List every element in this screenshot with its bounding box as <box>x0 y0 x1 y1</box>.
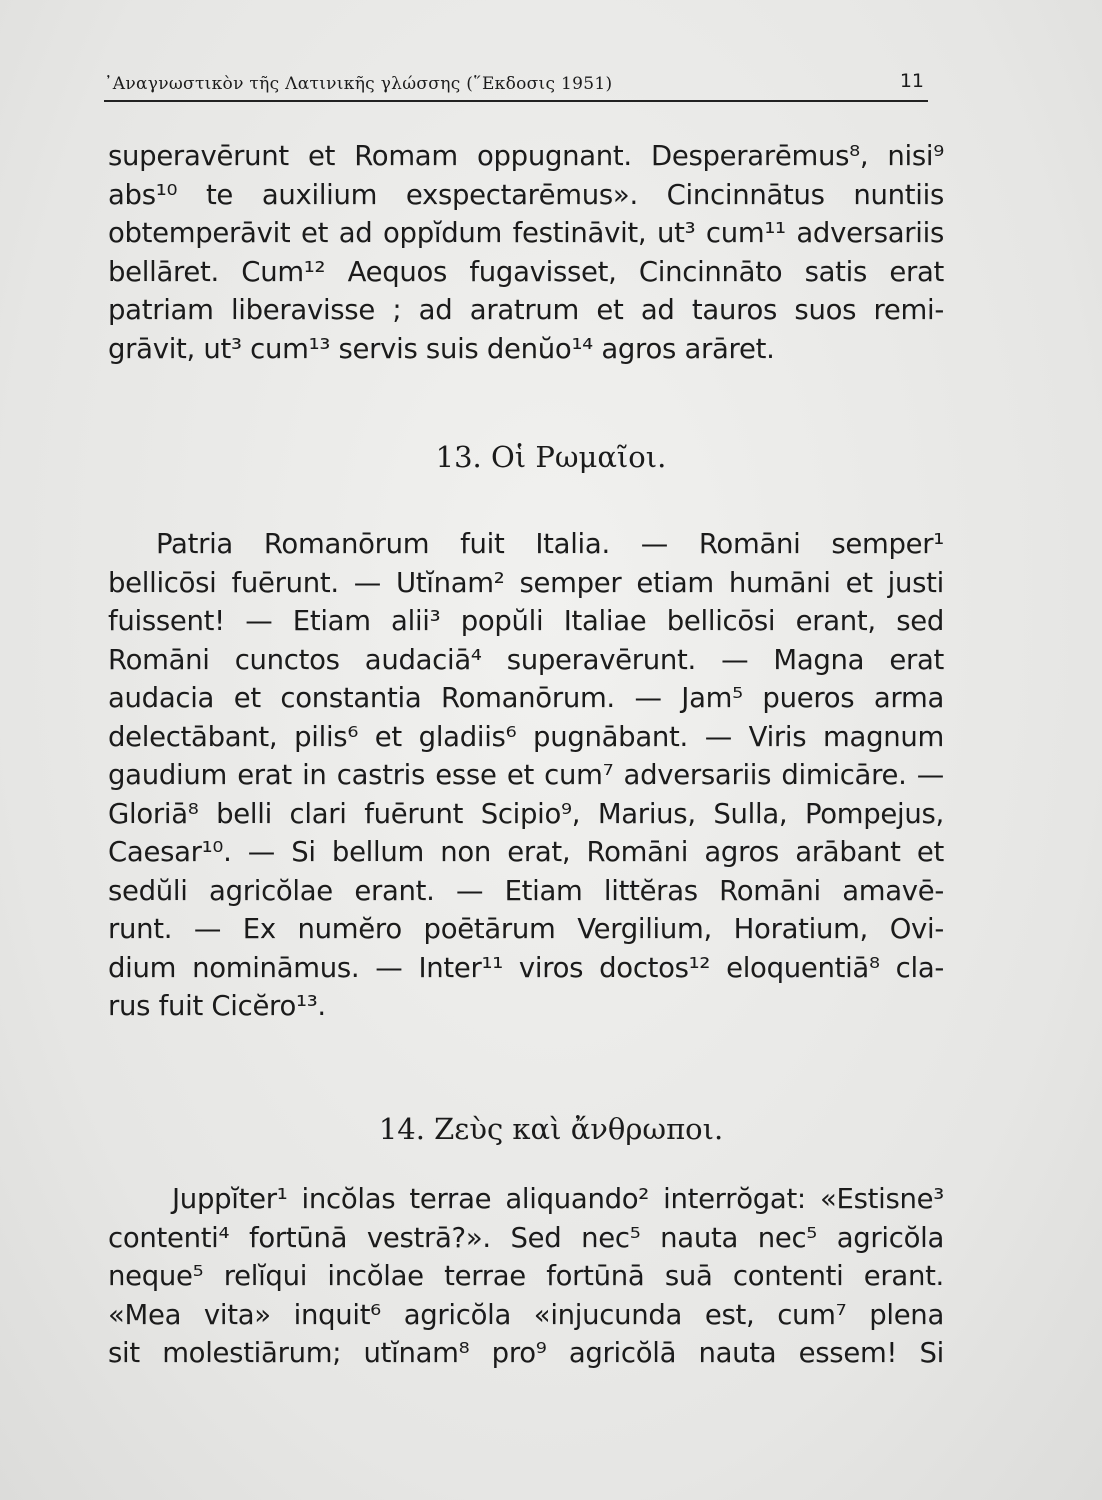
text-line: Patria Romanōrum fuit Italia. — Romāni semper¹ <box>156 528 944 560</box>
text-line: dium nomināmus. — Inter¹¹ viros doctos¹² eloquentiā⁸ cla- <box>108 951 944 984</box>
text-line: grāvit, ut³ cum¹³ servis suis denŭo¹⁴ agros arāret. <box>108 332 775 365</box>
text-line: bellāret. Cum¹² Aequos fugavisset, Cincinnāto satis erat <box>108 255 944 288</box>
text-line: delectābant, pilis⁶ et gladiis⁶ pugnābant. — Viris magnum <box>108 720 944 753</box>
section-13-text <box>108 525 944 1026</box>
text-line: obtemperāvit et ad oppĭdum festināvit, ut³ cum¹¹ adversariis <box>108 217 944 249</box>
text-line: superavērunt et Romam oppugnant. Desperarēmus⁸, nisi⁹ <box>108 140 944 172</box>
text-line: audacia et constantia Romanōrum. — Jam⁵ pueros arma <box>108 682 944 714</box>
section-13-heading: 13. Οἱ Ρωμαῖοι. <box>435 440 667 474</box>
text-line: neque⁵ relĭqui incŏlae terrae fortūnā suā contenti erant. <box>108 1260 944 1292</box>
text-line: Juppĭter¹ incŏlas terrae aliquando² interrŏgat: «Estisne³ <box>172 1183 944 1215</box>
text-line: gaudium erat in castris esse et cum⁷ adversariis dimicāre. — <box>108 759 944 791</box>
text-line: abs¹⁰ te auxilium exspectarēmus». Cincinnātus nuntiis <box>108 178 944 211</box>
text-line: sit molestiārum; utĭnam⁸ pro⁹ agricŏlā nauta essem! Si <box>108 1337 944 1369</box>
text-line: «Mea vita» inquit⁶ agricŏla «injucunda est, cum⁷ plena <box>108 1298 944 1331</box>
text-line: sedŭli agricŏlae erant. — Etiam littĕras Romāni amavē- <box>108 874 944 907</box>
text-line: Gloriā⁸ belli clari fuērunt Scipio⁹, Marius, Sulla, Pompejus, <box>108 797 944 830</box>
text-line: rus fuit Cicĕro¹³. <box>108 990 326 1022</box>
text-line: Romāni cunctos audaciā⁴ superavērunt. — Magna erat <box>108 643 944 676</box>
running-title: ᾿Αναγνωστικὸν τῆς Λατινικῆς γλώσσης (῞Εκδοσις 1951) <box>104 74 613 94</box>
text-line: contenti⁴ fortūnā vestrā?». Sed nec⁵ nauta nec⁵ agricŏla <box>108 1221 944 1254</box>
page-header <box>104 70 928 102</box>
section-14-text <box>108 1180 944 1373</box>
text-line: Caesar¹⁰. — Si bellum non erat, Romāni agros arābant et <box>108 836 944 868</box>
text-line: patriam liberavisse ; ad aratrum et ad tauros suos remi- <box>108 294 944 326</box>
section-12-continuation <box>108 137 944 368</box>
text-line: fuissent! — Etiam alii³ popŭli Italiae bellicōsi erant, sed <box>108 605 944 637</box>
page-number: 11 <box>899 70 924 92</box>
text-line: bellicōsi fuērunt. — Utĭnam² semper etiam humāni et justi <box>108 566 944 599</box>
section-14-heading: 14. Ζεὺς καὶ ἄνθρωποι. <box>378 1112 724 1146</box>
text-line: runt. — Ex numĕro poētārum Vergilium, Horatium, Ovi- <box>108 913 944 945</box>
